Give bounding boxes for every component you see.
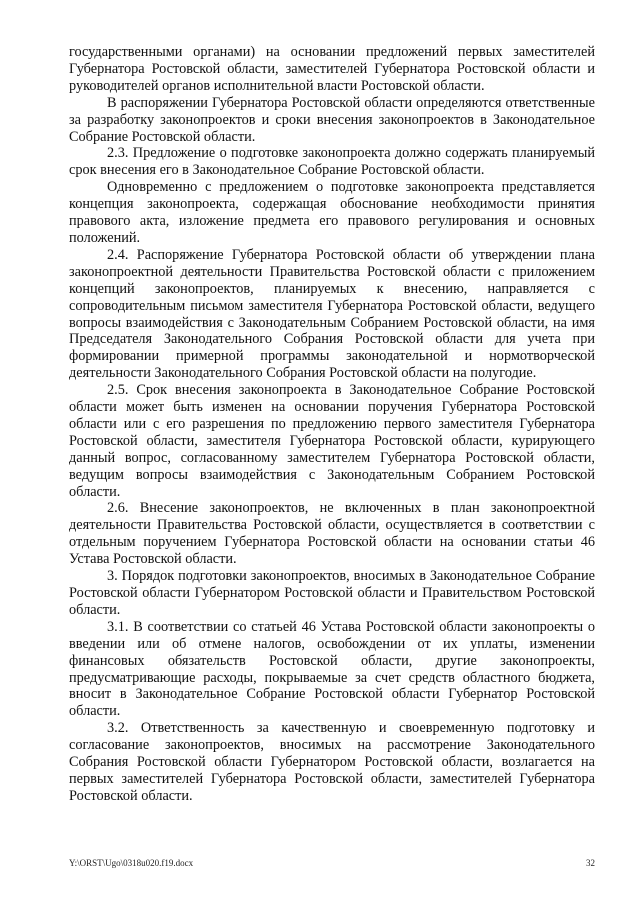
paragraph-2: 2.3. Предложение о подготовке законопроекта должно содержать планируемый срок внесения его в Законодательное Собрание Ростовской области. <box>69 145 595 179</box>
page-footer <box>69 858 595 868</box>
paragraph-0: государственными органами) на основании предложений первых заместителей Губернатора Ростовской области, заместителей Губернатора Ростовской области и руководителей органов исполнительной власти Ростовской области. <box>69 44 595 94</box>
paragraph-8: 3.1. В соответствии со статьей 46 Устава Ростовской области законопроекты о введении или об отмене налогов, освобождении от их уплаты, изменении финансовых обязательств Ростовской области, другие законопроекты, предусматривающие расходы, покрываемые за счет средств областного бюджета, вносит в Законодательное Собрание Ростовской области Губернатор Ростовской области. <box>69 618 595 720</box>
paragraph-9: 3.2. Ответственность за качественную и своевременную подготовку и согласование законопроектов, вносимых на рассмотрение Законодательного Собрания Ростовской области Губернатором Ростовской области, возлагается на первых заместителей Губернатора Ростовской области, заместителей Губернатора Ростовской области. <box>69 720 595 804</box>
paragraph-5: 2.5. Срок внесения законопроекта в Законодательное Собрание Ростовской области может быть изменен на основании поручения Губернатора Ростовской области или с его разрешения по предложению первого заместителя Губернатора Ростовской области, заместителя Губернатора Ростовской области, курирующего данный вопрос, согласованному заместителем Губернатора Ростовской области, ведущим вопросы взаимодействия с Законодательным Собранием Ростовской области. <box>69 382 595 500</box>
footer-page-number: 32 <box>586 858 595 868</box>
paragraph-3: Одновременно с предложением о подготовке законопроекта представляется концепция законопроекта, содержащая обоснование необходимости принятия правового акта, изложение предмета его правового регулирования и основных положений. <box>69 179 595 246</box>
paragraph-6: 2.6. Внесение законопроектов, не включенных в план законопроектной деятельности Правительства Ростовской области, осуществляется в соответствии с отдельным поручением Губернатора Ростовской области на основании статьи 46 Устава Ростовской области. <box>69 500 595 568</box>
paragraph-7: 3. Порядок подготовки законопроектов, вносимых в Законодательное Собрание Ростовской области Губернатором Ростовской области и Правительством Ростовской области. <box>69 568 595 618</box>
footer-file-path: Y:\ORST\Ugo\0318u020.f19.docx <box>69 858 194 868</box>
document-body <box>69 44 595 805</box>
paragraph-4: 2.4. Распоряжение Губернатора Ростовской области об утверждении плана законопроектной деятельности Правительства Ростовской области с приложением концепций законопроектов, планируемых к внесению, направляется с сопроводительным письмом заместителя Губернатора Ростовской области, ведущего вопросы взаимодействия с Законодательным Собранием Ростовской области, на имя Председателя Законодательного Собрания Ростовской области для учета при формировании примерной программы законодательной и нормотворческой деятельности Законодательного Собрания Ростовской области на полугодие. <box>69 246 595 382</box>
paragraph-1: В распоряжении Губернатора Ростовской области определяются ответственные за разработку законопроектов и сроки внесения законопроектов в Законодательное Собрание Ростовской области. <box>69 94 595 145</box>
